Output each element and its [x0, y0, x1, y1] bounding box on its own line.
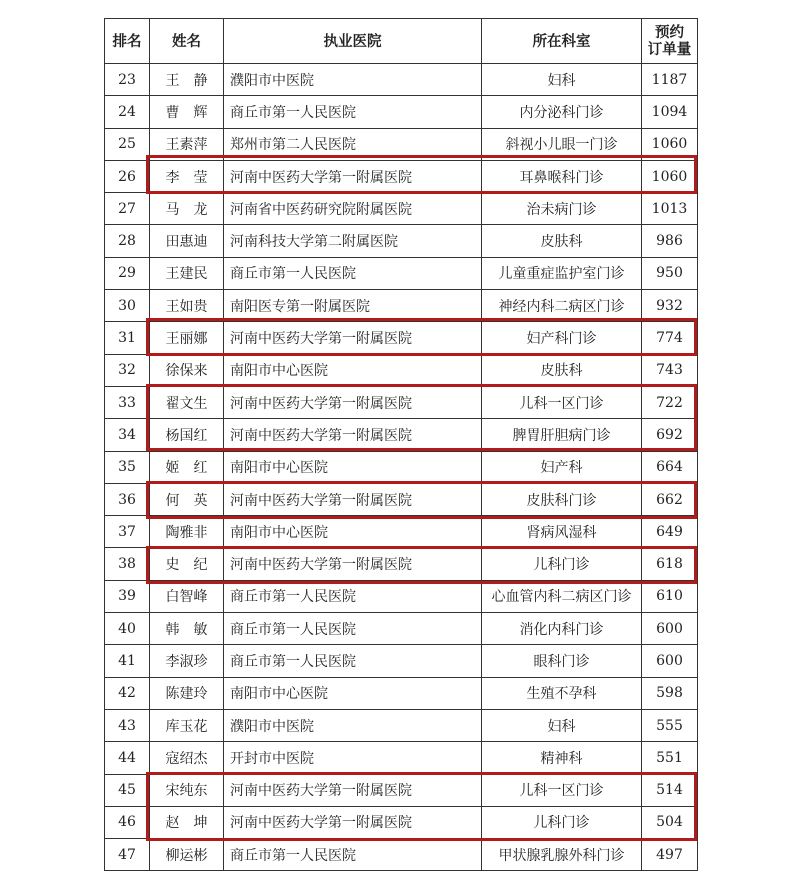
cell-hospital: 濮阳市中医院	[224, 709, 482, 741]
cell-department: 耳鼻喉科门诊	[482, 160, 642, 192]
table-row	[105, 613, 698, 645]
cell-hospital: 南阳市中心医院	[224, 354, 482, 386]
cell-department: 心血管内科二病区门诊	[482, 580, 642, 612]
cell-hospital: 河南中医药大学第一附属医院	[224, 483, 482, 515]
table-row	[105, 742, 698, 774]
cell-order-count: 1094	[642, 96, 698, 128]
cell-rank: 41	[105, 645, 150, 677]
cell-name: 李淑珍	[150, 645, 224, 677]
table-row	[105, 257, 698, 289]
cell-department: 妇科	[482, 709, 642, 741]
cell-department: 皮肤科	[482, 225, 642, 257]
doctor-ranking-table	[104, 18, 698, 871]
table-row	[105, 839, 698, 871]
table-row	[105, 645, 698, 677]
cell-hospital: 南阳市中心医院	[224, 451, 482, 483]
table-row	[105, 96, 698, 128]
table-row	[105, 64, 698, 96]
cell-hospital: 商丘市第一人民医院	[224, 96, 482, 128]
table-body	[105, 64, 698, 871]
table-header-row	[105, 19, 698, 64]
cell-name: 王 静	[150, 64, 224, 96]
table-row	[105, 580, 698, 612]
table-row	[105, 225, 698, 257]
cell-department: 消化内科门诊	[482, 613, 642, 645]
cell-name: 徐保来	[150, 354, 224, 386]
cell-hospital: 开封市中医院	[224, 742, 482, 774]
cell-name: 韩 敏	[150, 613, 224, 645]
cell-rank: 45	[105, 774, 150, 806]
header-department: 所在科室	[482, 19, 642, 64]
cell-rank: 43	[105, 709, 150, 741]
table-row	[105, 451, 698, 483]
cell-hospital: 商丘市第一人民医院	[224, 580, 482, 612]
cell-order-count: 692	[642, 419, 698, 451]
cell-order-count: 600	[642, 645, 698, 677]
table-row	[105, 419, 698, 451]
cell-rank: 24	[105, 96, 150, 128]
table-row	[105, 548, 698, 580]
cell-rank: 25	[105, 128, 150, 160]
cell-order-count: 1060	[642, 160, 698, 192]
cell-rank: 26	[105, 160, 150, 192]
cell-hospital: 濮阳市中医院	[224, 64, 482, 96]
cell-hospital: 商丘市第一人民医院	[224, 257, 482, 289]
cell-rank: 33	[105, 386, 150, 418]
cell-order-count: 551	[642, 742, 698, 774]
cell-rank: 46	[105, 806, 150, 838]
cell-rank: 36	[105, 483, 150, 515]
cell-name: 翟文生	[150, 386, 224, 418]
cell-name: 宋纯东	[150, 774, 224, 806]
header-name: 姓名	[150, 19, 224, 64]
cell-hospital: 河南中医药大学第一附属医院	[224, 419, 482, 451]
cell-rank: 44	[105, 742, 150, 774]
cell-name: 马 龙	[150, 193, 224, 225]
cell-department: 精神科	[482, 742, 642, 774]
cell-rank: 39	[105, 580, 150, 612]
cell-department: 妇产科	[482, 451, 642, 483]
table-row	[105, 160, 698, 192]
cell-order-count: 497	[642, 839, 698, 871]
table-row	[105, 386, 698, 418]
table-row	[105, 354, 698, 386]
cell-rank: 42	[105, 677, 150, 709]
cell-order-count: 555	[642, 709, 698, 741]
cell-order-count: 514	[642, 774, 698, 806]
cell-department: 儿科门诊	[482, 548, 642, 580]
cell-hospital: 郑州市第二人民医院	[224, 128, 482, 160]
header-hospital: 执业医院	[224, 19, 482, 64]
cell-hospital: 河南中医药大学第一附属医院	[224, 386, 482, 418]
cell-order-count: 504	[642, 806, 698, 838]
cell-order-count: 610	[642, 580, 698, 612]
cell-hospital: 河南省中医药研究院附属医院	[224, 193, 482, 225]
cell-order-count: 932	[642, 290, 698, 322]
cell-order-count: 664	[642, 451, 698, 483]
cell-hospital: 南阳医专第一附属医院	[224, 290, 482, 322]
table-row	[105, 193, 698, 225]
cell-department: 皮肤科门诊	[482, 483, 642, 515]
cell-hospital: 河南中医药大学第一附属医院	[224, 322, 482, 354]
cell-order-count: 618	[642, 548, 698, 580]
cell-hospital: 南阳市中心医院	[224, 516, 482, 548]
cell-rank: 47	[105, 839, 150, 871]
cell-hospital: 商丘市第一人民医院	[224, 839, 482, 871]
table-row	[105, 483, 698, 515]
cell-department: 眼科门诊	[482, 645, 642, 677]
table-row	[105, 290, 698, 322]
cell-department: 儿科一区门诊	[482, 774, 642, 806]
cell-rank: 38	[105, 548, 150, 580]
cell-hospital: 河南中医药大学第一附属医院	[224, 774, 482, 806]
header-order-count	[642, 19, 698, 64]
cell-hospital: 河南中医药大学第一附属医院	[224, 806, 482, 838]
cell-department: 妇产科门诊	[482, 322, 642, 354]
cell-hospital: 商丘市第一人民医院	[224, 645, 482, 677]
cell-order-count: 774	[642, 322, 698, 354]
cell-rank: 37	[105, 516, 150, 548]
cell-name: 赵 坤	[150, 806, 224, 838]
cell-department: 肾病风湿科	[482, 516, 642, 548]
cell-name: 白智峰	[150, 580, 224, 612]
cell-order-count: 950	[642, 257, 698, 289]
cell-name: 何 英	[150, 483, 224, 515]
table-row	[105, 677, 698, 709]
cell-department: 斜视小儿眼一门诊	[482, 128, 642, 160]
cell-order-count: 598	[642, 677, 698, 709]
cell-name: 曹 辉	[150, 96, 224, 128]
cell-rank: 31	[105, 322, 150, 354]
cell-rank: 23	[105, 64, 150, 96]
cell-name: 王丽娜	[150, 322, 224, 354]
header-order-count-line2: 订单量	[647, 41, 692, 58]
cell-order-count: 1060	[642, 128, 698, 160]
cell-order-count: 1013	[642, 193, 698, 225]
cell-department: 内分泌科门诊	[482, 96, 642, 128]
cell-hospital: 商丘市第一人民医院	[224, 613, 482, 645]
cell-name: 李 莹	[150, 160, 224, 192]
cell-hospital: 河南中医药大学第一附属医院	[224, 160, 482, 192]
table-row	[105, 709, 698, 741]
cell-hospital: 南阳市中心医院	[224, 677, 482, 709]
cell-name: 陈建玲	[150, 677, 224, 709]
cell-department: 神经内科二病区门诊	[482, 290, 642, 322]
cell-name: 陶雅非	[150, 516, 224, 548]
cell-order-count: 986	[642, 225, 698, 257]
cell-name: 田惠迪	[150, 225, 224, 257]
table-row	[105, 322, 698, 354]
table-row	[105, 774, 698, 806]
cell-name: 库玉花	[150, 709, 224, 741]
cell-name: 杨国红	[150, 419, 224, 451]
cell-order-count: 743	[642, 354, 698, 386]
cell-name: 王建民	[150, 257, 224, 289]
cell-department: 儿科一区门诊	[482, 386, 642, 418]
cell-hospital: 河南中医药大学第一附属医院	[224, 548, 482, 580]
cell-rank: 32	[105, 354, 150, 386]
cell-rank: 28	[105, 225, 150, 257]
cell-name: 寇绍杰	[150, 742, 224, 774]
cell-rank: 29	[105, 257, 150, 289]
cell-name: 王如贵	[150, 290, 224, 322]
cell-name: 史 纪	[150, 548, 224, 580]
table-row	[105, 516, 698, 548]
cell-department: 儿科门诊	[482, 806, 642, 838]
cell-department: 脾胃肝胆病门诊	[482, 419, 642, 451]
cell-rank: 34	[105, 419, 150, 451]
cell-name: 柳运彬	[150, 839, 224, 871]
cell-department: 生殖不孕科	[482, 677, 642, 709]
cell-order-count: 649	[642, 516, 698, 548]
cell-department: 皮肤科	[482, 354, 642, 386]
cell-department: 儿童重症监护室门诊	[482, 257, 642, 289]
cell-department: 妇科	[482, 64, 642, 96]
header-rank: 排名	[105, 19, 150, 64]
table-row	[105, 128, 698, 160]
cell-department: 治未病门诊	[482, 193, 642, 225]
cell-department: 甲状腺乳腺外科门诊	[482, 839, 642, 871]
header-order-count-line1: 预约	[655, 24, 684, 41]
cell-name: 姬 红	[150, 451, 224, 483]
cell-hospital: 河南科技大学第二附属医院	[224, 225, 482, 257]
cell-order-count: 1187	[642, 64, 698, 96]
cell-rank: 27	[105, 193, 150, 225]
cell-order-count: 722	[642, 386, 698, 418]
cell-order-count: 662	[642, 483, 698, 515]
cell-rank: 35	[105, 451, 150, 483]
table-row	[105, 806, 698, 838]
cell-rank: 40	[105, 613, 150, 645]
cell-name: 王素萍	[150, 128, 224, 160]
cell-rank: 30	[105, 290, 150, 322]
cell-order-count: 600	[642, 613, 698, 645]
